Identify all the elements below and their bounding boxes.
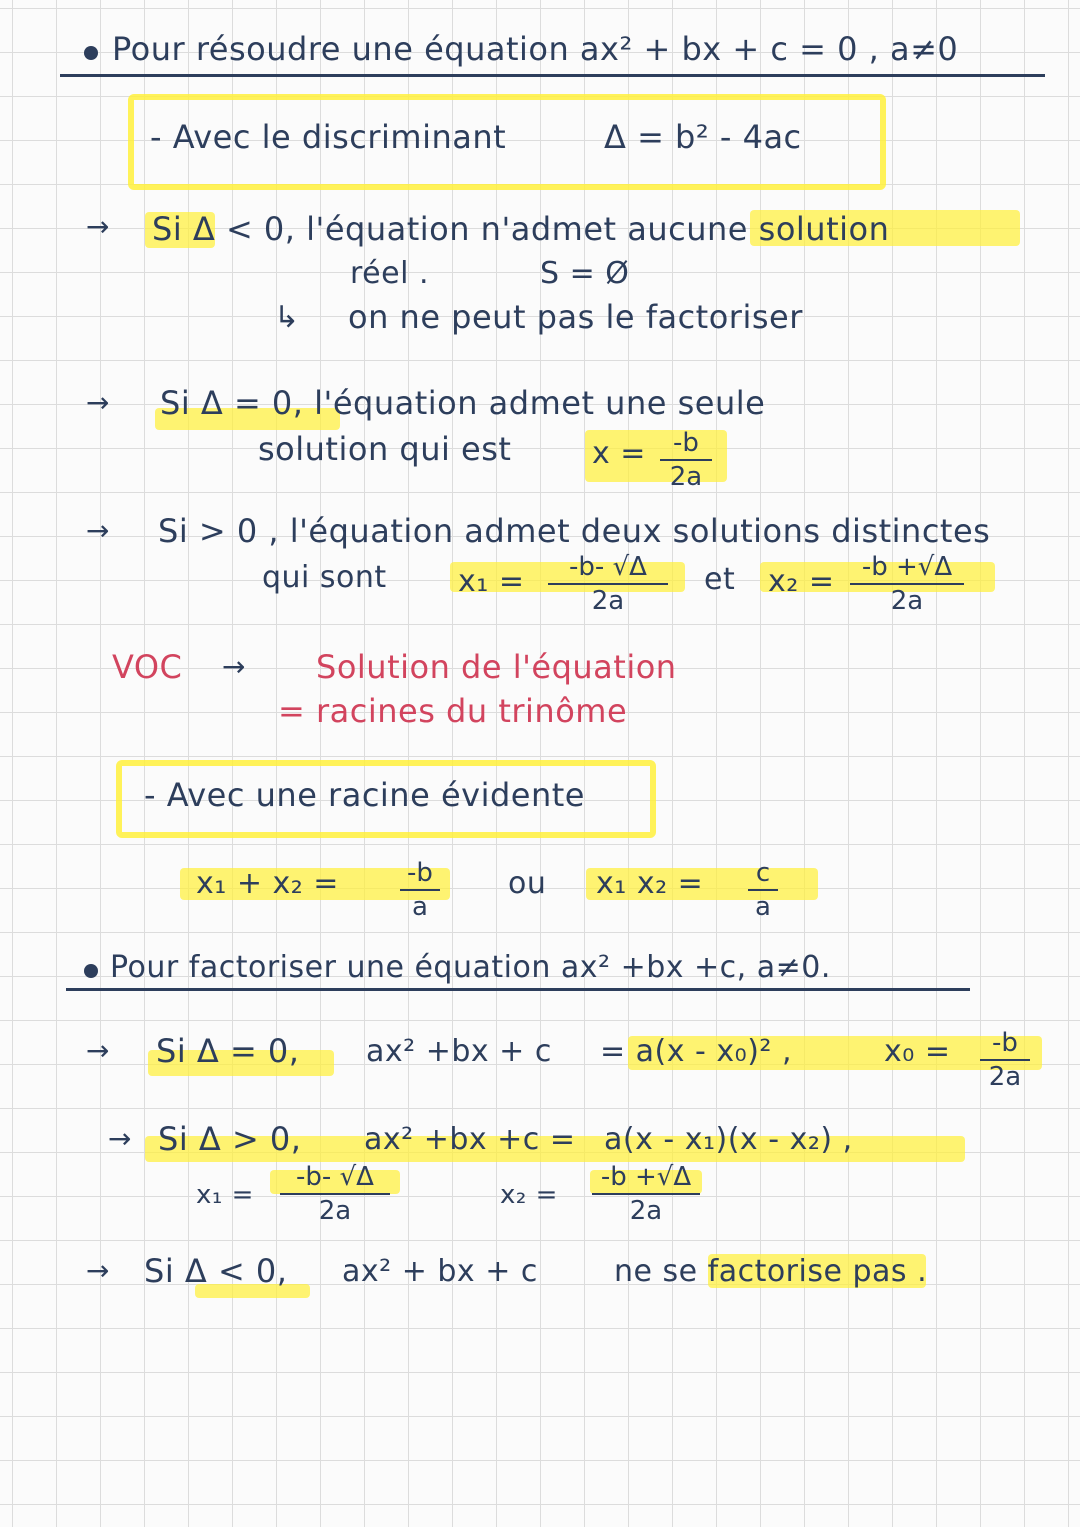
factor-neg-result: ne se factorise pas . xyxy=(614,1254,928,1289)
x2-label: x₂ = xyxy=(500,1180,558,1210)
factor-zero-result: = a(x - x₀)² , xyxy=(600,1034,792,1069)
fraction xyxy=(592,1162,700,1226)
arrow-icon: → xyxy=(108,1122,132,1155)
voc-label: VOC xyxy=(112,648,183,686)
x1-label: x₁ = xyxy=(196,1180,254,1210)
fraction-num: -b xyxy=(673,428,699,458)
ou-word: ou xyxy=(508,866,547,901)
case-neg-line2: réel . xyxy=(350,256,429,291)
fraction-den: 2a xyxy=(890,586,924,616)
fraction xyxy=(548,552,668,616)
x-label: x = xyxy=(592,436,646,471)
fraction-num: -b xyxy=(992,1028,1018,1058)
fraction-den: 2a xyxy=(629,1196,663,1226)
case-neg-line1: Si Δ < 0, l'équation n'admet aucune solution xyxy=(152,210,890,248)
fraction-bar xyxy=(548,583,668,585)
fraction xyxy=(280,1162,390,1226)
note-arrow-icon: ↳ xyxy=(274,300,300,335)
fraction-num: -b +√Δ xyxy=(600,1162,692,1192)
fraction-bar xyxy=(850,583,964,585)
fraction-num: -b xyxy=(407,858,433,888)
arrow-icon: → xyxy=(222,650,246,683)
fraction-bar xyxy=(660,459,712,461)
fraction xyxy=(850,552,964,616)
fraction xyxy=(660,428,712,492)
fraction-den: 2a xyxy=(988,1062,1022,1092)
bullet xyxy=(84,46,98,60)
fraction-bar xyxy=(280,1193,390,1195)
fraction-bar xyxy=(400,889,440,891)
fraction-den: 2a xyxy=(669,462,703,492)
section2-title: Pour factoriser une équation ax² +bx +c, a≠0. xyxy=(110,950,831,985)
fraction xyxy=(980,1028,1030,1092)
et-word: et xyxy=(704,562,736,597)
case-neg-note: on ne peut pas le factoriser xyxy=(348,298,803,336)
fraction-num: c xyxy=(755,858,771,888)
section1-title: Pour résoudre une équation ax² + bx + c = 0 , a≠0 xyxy=(112,30,959,68)
factor-zero-label: Si Δ = 0, xyxy=(156,1032,300,1070)
bullet xyxy=(84,964,98,978)
arrow-icon: → xyxy=(86,514,110,547)
factor-zero-expr: ax² +bx + c xyxy=(366,1034,552,1069)
fraction-bar xyxy=(592,1193,700,1195)
voc-line1: Solution de l'équation xyxy=(316,648,677,686)
fraction-bar xyxy=(748,889,778,891)
fraction-num: -b- √Δ xyxy=(296,1162,374,1192)
evident-root-label: - Avec une racine évidente xyxy=(144,776,585,814)
discriminant-formula: Δ = b² - 4ac xyxy=(604,118,802,156)
arrow-icon: → xyxy=(86,210,110,243)
underline xyxy=(60,74,1045,77)
arrow-icon: → xyxy=(86,1254,110,1287)
voc-line2: = racines du trinôme xyxy=(278,692,628,730)
factor-pos-label: Si Δ > 0, xyxy=(158,1120,302,1158)
fraction-num: -b- √Δ xyxy=(569,552,647,582)
case-zero-line2: solution qui est xyxy=(258,430,512,468)
sum-label: x₁ + x₂ = xyxy=(196,866,339,901)
fraction-den: a xyxy=(755,892,771,922)
fraction-den: 2a xyxy=(591,586,625,616)
case-zero-line1: Si Δ = 0, l'équation admet une seule xyxy=(160,384,766,422)
case-pos-line2: qui sont xyxy=(262,560,387,595)
fraction-bar xyxy=(980,1059,1030,1061)
factor-pos-result: a(x - x₁)(x - x₂) , xyxy=(604,1122,853,1157)
underline xyxy=(66,988,970,991)
factor-pos-expr: ax² +bx +c = xyxy=(364,1122,576,1157)
fraction xyxy=(748,858,778,922)
solution-set: S = Ø xyxy=(540,256,630,291)
case-pos-line1: Si > 0 , l'équation admet deux solutions distinctes xyxy=(158,512,991,550)
fraction-den: 2a xyxy=(318,1196,352,1226)
arrow-icon: → xyxy=(86,386,110,419)
factor-neg-expr: ax² + bx + c xyxy=(342,1254,538,1289)
x0-label: x₀ = xyxy=(884,1034,951,1069)
discriminant-label: - Avec le discriminant xyxy=(150,118,507,156)
fraction xyxy=(400,858,440,922)
factor-neg-label: Si Δ < 0, xyxy=(144,1252,288,1290)
fraction-num: -b +√Δ xyxy=(861,552,953,582)
x2-label: x₂ = xyxy=(768,564,835,599)
x1-label: x₁ = xyxy=(458,564,525,599)
arrow-icon: → xyxy=(86,1034,110,1067)
fraction-den: a xyxy=(412,892,428,922)
product-label: x₁ x₂ = xyxy=(596,866,704,901)
